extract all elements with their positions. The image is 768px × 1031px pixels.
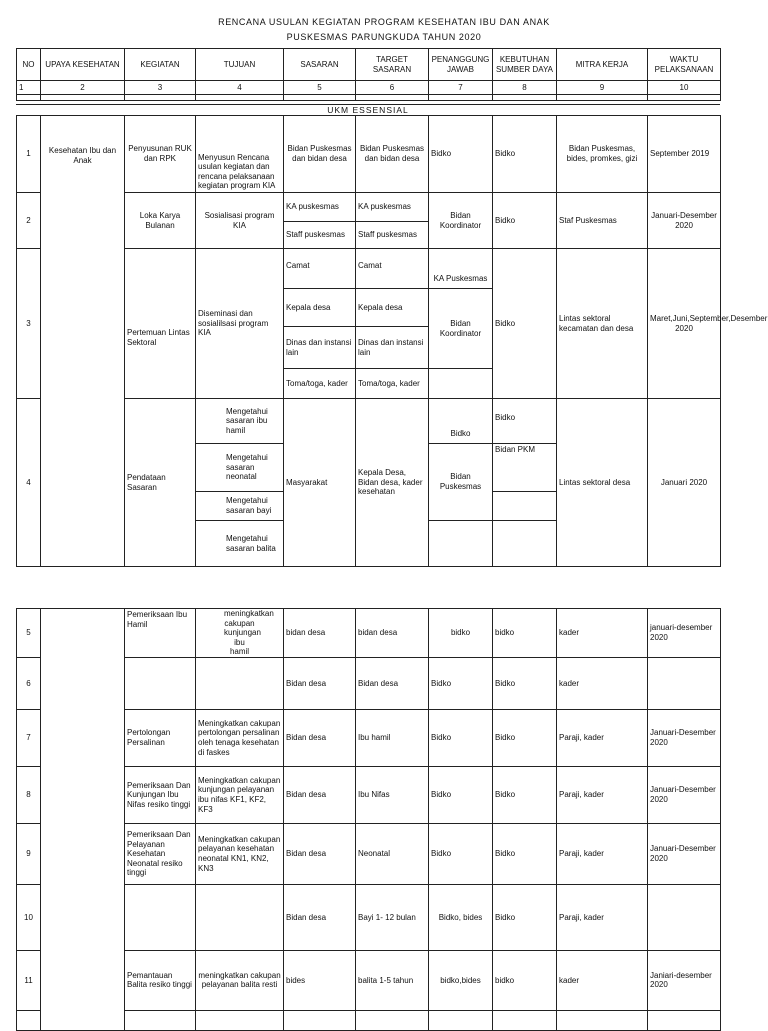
tujuan-cell: Meningkatkan cakupan pelayanan kesehatan neonatal KN1, KN2, KN3 (196, 823, 284, 884)
kegiatan-cell (125, 884, 196, 950)
sasaran-cell: Bidan desa (284, 823, 356, 884)
header-kebutuhan: KEBUTUHAN SUMBER DAYA (493, 49, 557, 81)
tujuan-cell: Sosialisasi program KIA (196, 193, 284, 249)
pj-cell: Bidko (429, 766, 493, 823)
kebutuhan-cell: Bidko (493, 884, 557, 950)
sasaran-cell: Dinas dan instansi lain (284, 327, 356, 369)
mitra-cell: Paraji, kader (557, 709, 648, 766)
pj-cell: Bidko (429, 823, 493, 884)
kegiatan-cell: Pertolongan Persalinan (125, 709, 196, 766)
row-no: 6 (17, 657, 41, 709)
target-cell: Staff puskesmas (356, 222, 429, 249)
pj-cell: Bidko, bides (429, 884, 493, 950)
header-table (16, 48, 721, 101)
col-number: 9 (557, 81, 648, 95)
kegiatan-cell: Pertemuan Lintas Sektoral (125, 249, 196, 399)
tujuan-cell: Mengetahui sasaran neonatal (196, 444, 284, 492)
waktu-cell: September 2019 (648, 116, 721, 193)
row-no: 10 (17, 884, 41, 950)
header-penanggung: PENANGGUNG JAWAB (429, 49, 493, 81)
waktu-cell (648, 657, 721, 709)
pj-cell: Bidan Koordinator (429, 193, 493, 249)
mitra-cell: Lintas sektoral desa (557, 399, 648, 567)
table-row (17, 609, 721, 658)
sasaran-cell: KA puskesmas (284, 193, 356, 222)
kegiatan-cell: Pemeriksaan Dan Kunjungan Ibu Nifas resiko tinggi (125, 766, 196, 823)
kebutuhan-cell: bidko (493, 609, 557, 658)
kegiatan-cell: Loka Karya Bulanan (125, 193, 196, 249)
target-cell: balita 1-5 tahun (356, 950, 429, 1010)
tujuan-cell (196, 884, 284, 950)
pj-cell: Bidan Puskesmas (429, 444, 493, 521)
section-label: UKM ESSENSIAL (16, 104, 720, 116)
waktu-cell: Januari-Desember 2020 (648, 193, 721, 249)
mitra-cell: Lintas sektoral kecamatan dan desa (557, 249, 648, 399)
pj-cell: Bidko (429, 399, 493, 444)
target-cell: Bidan desa (356, 657, 429, 709)
header-mitra: MITRA KERJA (557, 49, 648, 81)
mitra-cell: kader (557, 657, 648, 709)
waktu-cell: januari-desember 2020 (648, 609, 721, 658)
kegiatan-table-part1 (16, 115, 768, 567)
kebutuhan-cell: Bidko (493, 116, 557, 193)
kegiatan-cell: Pemeriksaan Ibu Hamil (125, 609, 196, 658)
header-target: TARGET SASARAN (356, 49, 429, 81)
col-number: 6 (356, 81, 429, 95)
pj-cell: bidko,bides (429, 950, 493, 1010)
waktu-cell: Januari-Desember 2020 (648, 709, 721, 766)
header-waktu: WAKTU PELAKSANAAN (648, 49, 721, 81)
sasaran-cell: Bidan desa (284, 884, 356, 950)
mitra-cell: Paraji, kader (557, 884, 648, 950)
tujuan-cell: meningkatkan cakupan pelayanan balita resti (196, 950, 284, 1010)
kegiatan-cell: Penyusunan RUK dan RPK (125, 116, 196, 193)
row-no: 11 (17, 950, 41, 1010)
target-cell: bidan desa (356, 609, 429, 658)
kebutuhan-cell: bidko (493, 950, 557, 1010)
sasaran-cell: Kepala desa (284, 289, 356, 327)
tujuan-cell: Diseminasi dan sosialilsasi program KIA (196, 249, 284, 399)
tujuan-cell: meningkatkan cakupan kunjungan ibu hamil (196, 609, 284, 658)
waktu-cell: Maret,Juni,September,Desember 2020 (648, 249, 721, 399)
col-number: 3 (125, 81, 196, 95)
col-number: 10 (648, 81, 721, 95)
target-cell: Neonatal (356, 823, 429, 884)
row-no: 5 (17, 609, 41, 658)
header-tujuan: TUJUAN (196, 49, 284, 81)
sasaran-cell: Bidan desa (284, 709, 356, 766)
pj-cell: Bidko (429, 116, 493, 193)
kebutuhan-cell: Bidko (493, 657, 557, 709)
waktu-cell: Januari 2020 (648, 399, 721, 567)
upaya-cell (41, 609, 125, 1031)
col-number: 1 (17, 81, 41, 95)
tujuan-cell: Meningkatkan cakupan kunjungan pelayanan ibu nifas KF1, KF2, KF3 (196, 766, 284, 823)
document-subtitle: PUSKESMAS PARUNGKUDA TAHUN 2020 (286, 32, 482, 42)
mitra-cell: Paraji, kader (557, 823, 648, 884)
row-no: 8 (17, 766, 41, 823)
mitra-cell: Bidan Puskesmas, bides, promkes, gizi (557, 116, 648, 193)
row-no: 3 (17, 249, 41, 399)
row-no: 4 (17, 399, 41, 567)
kebutuhan-cell: Bidko (493, 249, 557, 399)
row-no: 2 (17, 193, 41, 249)
target-cell: KA puskesmas (356, 193, 429, 222)
table-row (17, 116, 721, 193)
kegiatan-cell: Pemeriksaan Dan Pelayanan Kesehatan Neonatal resiko tinggi (125, 823, 196, 884)
tujuan-cell: Mengetahui sasaran bayi (196, 492, 284, 521)
kegiatan-cell: Pendataan Sasaran (125, 399, 196, 567)
sasaran-cell: bidan desa (284, 609, 356, 658)
col-number: 8 (493, 81, 557, 95)
tujuan-cell: Meningkatkan cakupan pertolongan persalinan oleh tenaga kesehatan di faskes (196, 709, 284, 766)
target-cell: Dinas dan instansi lain (356, 327, 429, 369)
header-upaya: UPAYA KESEHATAN (41, 49, 125, 81)
target-cell: Ibu hamil (356, 709, 429, 766)
waktu-cell: Janiari-desember 2020 (648, 950, 721, 1010)
sasaran-cell: Bidan desa (284, 766, 356, 823)
mitra-cell: Staf Puskesmas (557, 193, 648, 249)
header-kegiatan: KEGIATAN (125, 49, 196, 81)
pj-cell: KA Puskesmas (429, 249, 493, 289)
row-no: 1 (17, 116, 41, 193)
kebutuhan-cell: Bidko (493, 399, 557, 444)
kebutuhan-cell: Bidko (493, 709, 557, 766)
target-cell: Bayi 1- 12 bulan (356, 884, 429, 950)
target-cell: Toma/toga, kader (356, 369, 429, 399)
kebutuhan-cell: Bidko (493, 823, 557, 884)
kegiatan-cell: Pemantauan Balita resiko tinggi (125, 950, 196, 1010)
col-number: 2 (41, 81, 125, 95)
tujuan-cell: Mengetahui sasaran ibu hamil (196, 399, 284, 444)
row-no: 9 (17, 823, 41, 884)
target-cell: Kepala desa (356, 289, 429, 327)
sasaran-cell: Toma/toga, kader (284, 369, 356, 399)
tujuan-cell (196, 657, 284, 709)
pj-cell: bidko (429, 609, 493, 658)
row-no: 7 (17, 709, 41, 766)
sasaran-cell: Bidan Puskesmas dan bidan desa (284, 116, 356, 193)
sasaran-cell: Masyarakat (284, 399, 356, 567)
col-number: 4 (196, 81, 284, 95)
kegiatan-table-part2 (16, 608, 721, 1031)
kebutuhan-cell: Bidko (493, 193, 557, 249)
kebutuhan-cell: Bidko (493, 766, 557, 823)
sasaran-cell: Staff puskesmas (284, 222, 356, 249)
header-sasaran: SASARAN (284, 49, 356, 81)
sasaran-cell: Bidan desa (284, 657, 356, 709)
header-no: NO (17, 49, 41, 81)
tujuan-cell: Mengetahui sasaran balita (196, 521, 284, 567)
kebutuhan-cell: Bidan PKM (493, 444, 557, 492)
upaya-cell: Kesehatan Ibu dan Anak (41, 116, 125, 567)
target-cell: Bidan Puskesmas dan bidan desa (356, 116, 429, 193)
col-number: 7 (429, 81, 493, 95)
waktu-cell: Januari-Desember 2020 (648, 823, 721, 884)
kegiatan-cell (125, 657, 196, 709)
waktu-cell (648, 884, 721, 950)
mitra-cell: Paraji, kader (557, 766, 648, 823)
sasaran-cell: bides (284, 950, 356, 1010)
col-number: 5 (284, 81, 356, 95)
pj-cell: Bidan Koordinator (429, 289, 493, 369)
target-cell: Kepala Desa, Bidan desa, kader kesehatan (356, 399, 429, 567)
mitra-cell: kader (557, 609, 648, 658)
tujuan-cell: Menyusun Rencana usulan kegiatan dan rencana pelaksanaan kegiatan program KIA (196, 116, 284, 193)
target-cell: Ibu Nifas (356, 766, 429, 823)
mitra-cell: kader (557, 950, 648, 1010)
document-title: RENCANA USULAN KEGIATAN PROGRAM KESEHATAN IBU DAN ANAK (218, 17, 550, 27)
target-cell: Camat (356, 249, 429, 289)
sasaran-cell: Camat (284, 249, 356, 289)
pj-cell: Bidko (429, 657, 493, 709)
pj-cell: Bidko (429, 709, 493, 766)
waktu-cell: Januari-Desember 2020 (648, 766, 721, 823)
